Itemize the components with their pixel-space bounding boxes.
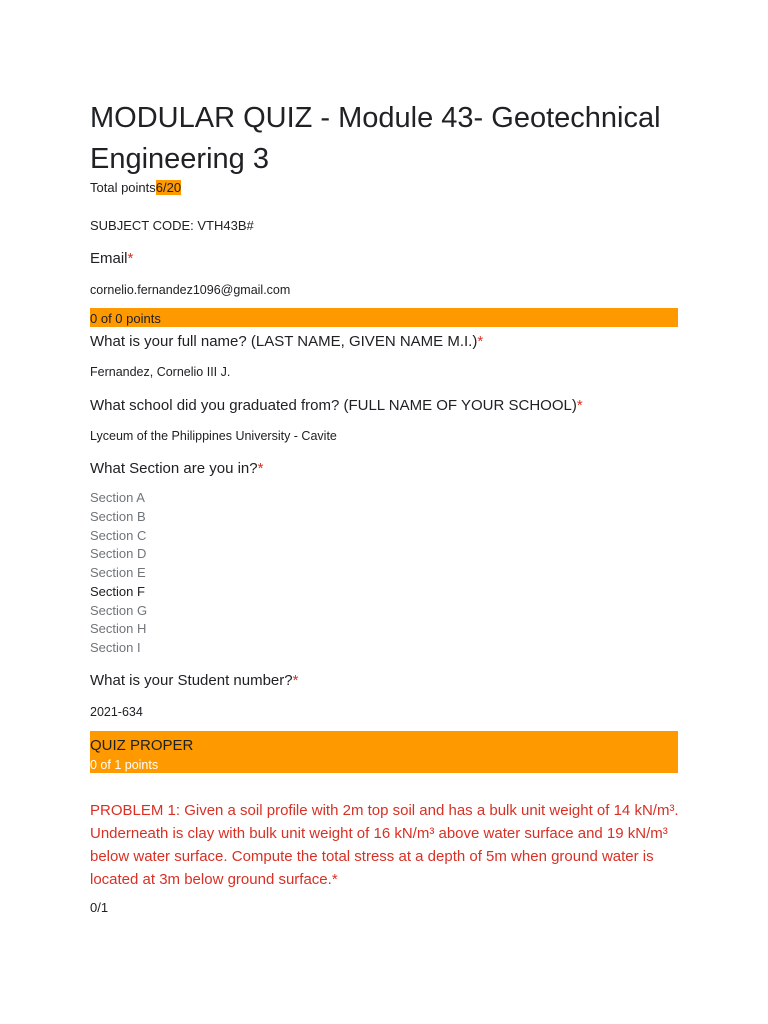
email-question bbox=[90, 249, 133, 269]
section-option: Section B bbox=[90, 508, 146, 524]
full-name-answer: Fernandez, Cornelio III J. bbox=[90, 365, 231, 379]
quiz-proper-title: QUIZ PROPER bbox=[90, 737, 194, 754]
problem-1-score: 0/1 bbox=[90, 900, 109, 915]
section-option: Section G bbox=[90, 602, 148, 618]
total-points bbox=[90, 179, 181, 197]
required-mark: * bbox=[292, 672, 299, 689]
email-label: Email bbox=[90, 250, 128, 267]
school-answer: Lyceum of the Philippines University - Cavite bbox=[90, 429, 337, 443]
email-answer: cornelio.fernandez1096@gmail.com bbox=[90, 283, 291, 297]
student-number-answer: 2021-634 bbox=[90, 705, 143, 719]
student-number-label: What is your Student number? bbox=[90, 672, 293, 689]
required-mark: * bbox=[127, 250, 134, 267]
section-question bbox=[90, 459, 263, 479]
required-mark: * bbox=[576, 397, 583, 414]
section-option: Section I bbox=[90, 640, 141, 655]
quiz-proper-points: 0 of 1 points bbox=[90, 758, 159, 772]
section-points: 0 of 0 points bbox=[90, 311, 161, 326]
full-name-question bbox=[90, 332, 483, 352]
total-points-label: Total points bbox=[90, 180, 156, 195]
section-option-selected: Section F bbox=[90, 583, 145, 599]
quiz-proper-bar bbox=[90, 731, 678, 773]
section-option: Section H bbox=[90, 621, 147, 637]
section-option: Section D bbox=[90, 546, 147, 562]
required-mark: * bbox=[331, 871, 338, 888]
problem-1-text: PROBLEM 1: Given a soil profile with 2m top soil and has a bulk unit weight of 14 kN/m³. Underneath is clay with bulk unit weight of 16 kN/m³ above water surface and 19 kN/m³ below water surface. Compute the total stress at a depth of 5m when ground water is located at 3m below ground surface. bbox=[90, 802, 679, 888]
problem-1-question bbox=[90, 799, 680, 891]
required-mark: * bbox=[477, 333, 484, 350]
section-label: What Section are you in? bbox=[90, 460, 258, 477]
section-option: Section C bbox=[90, 527, 147, 543]
student-number-question bbox=[90, 671, 298, 691]
full-name-label: What is your full name? (LAST NAME, GIVEN NAME M.I.) bbox=[90, 333, 478, 350]
school-label: What school did you graduated from? (FULL NAME OF YOUR SCHOOL) bbox=[90, 397, 577, 414]
required-mark: * bbox=[257, 460, 264, 477]
page-title: MODULAR QUIZ - Module 43- Geotechnical Engineering 3 bbox=[90, 102, 661, 175]
subject-code: SUBJECT CODE: VTH43B# bbox=[90, 218, 254, 233]
section-option: Section E bbox=[90, 565, 146, 580]
total-points-value: 6/20 bbox=[155, 180, 182, 195]
section-options bbox=[90, 489, 147, 658]
section-option: Section A bbox=[90, 490, 145, 505]
school-question bbox=[90, 396, 583, 416]
section-points-bar bbox=[90, 308, 678, 327]
